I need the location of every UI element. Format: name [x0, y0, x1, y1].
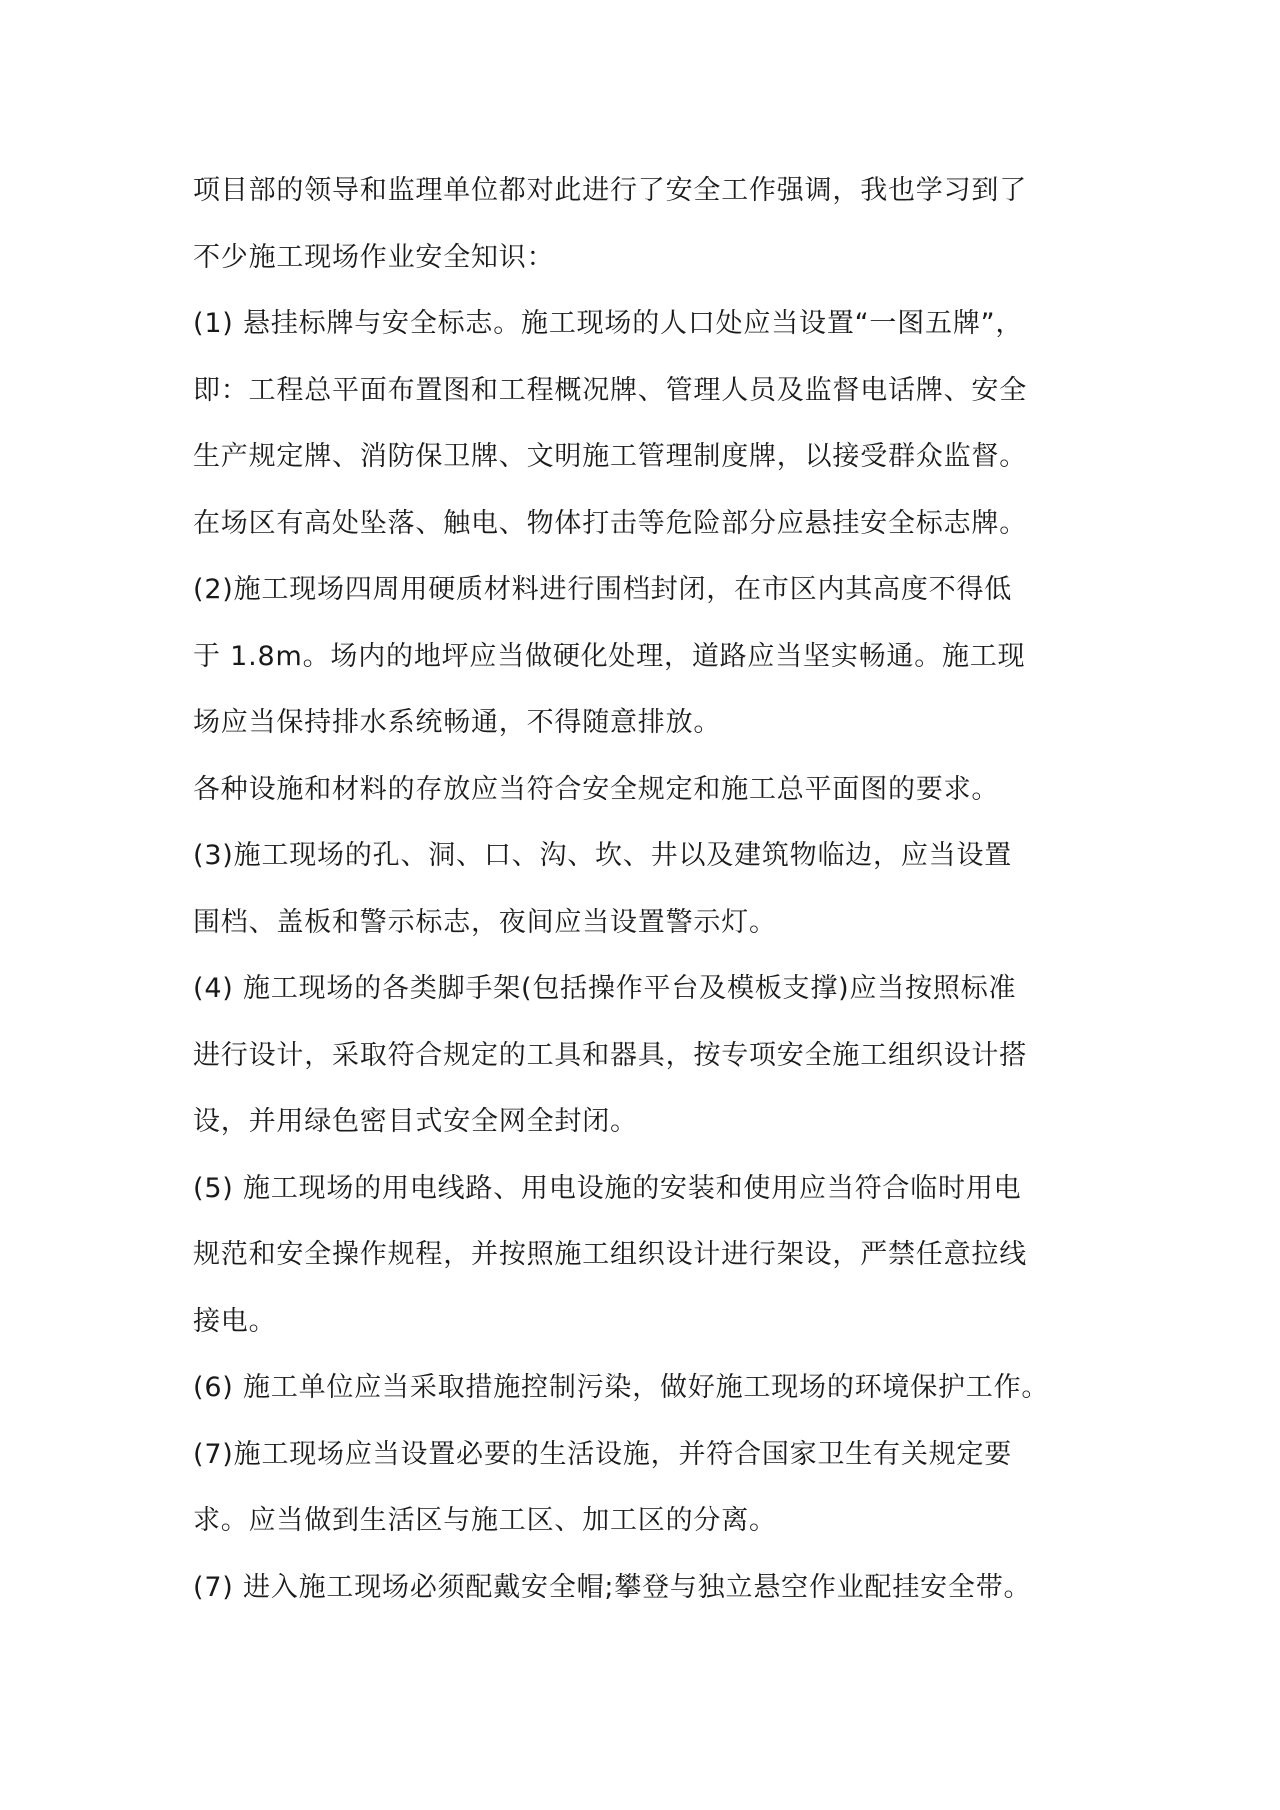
- text-line: (3)施工现场的孔、洞、口、沟、坎、井以及建筑物临边，应当设置: [193, 840, 1013, 871]
- text-line: 在场区有高处坠落、触电、物体打击等危险部分应悬挂安全标志牌。: [193, 507, 1027, 539]
- text-line: 不少施工现场作业安全知识：: [193, 241, 555, 273]
- text-line: (7)施工现场应当设置必要的生活设施，并符合国家卫生有关规定要: [193, 1438, 1013, 1470]
- text-line: 规范和安全操作规程，并按照施工组织设计进行架设，严禁任意拉线: [193, 1239, 1027, 1270]
- text-line: 接电。: [193, 1305, 277, 1337]
- text-line: (7) 进入施工现场必须配戴安全帽;攀登与独立悬空作业配挂安全带。: [193, 1571, 1032, 1603]
- text-line: 于 1.8m。场内的地坪应当做硬化处理，道路应当坚实畅通。施工现: [193, 640, 1026, 672]
- document-body: [193, 158, 1098, 1621]
- text-line: (2)施工现场四周用硬质材料进行围档封闭，在市区内其高度不得低: [193, 574, 1013, 605]
- text-line: (1) 悬挂标牌与安全标志。施工现场的人口处应当设置“一图五牌”，: [193, 308, 1024, 339]
- text-line: 进行设计，采取符合规定的工具和器具，按专项安全施工组织设计搭: [193, 1039, 1027, 1071]
- text-line: (4) 施工现场的各类脚手架(包括操作平台及模板支撑)应当按照标准: [193, 973, 1017, 1004]
- text-line: 求。应当做到生活区与施工区、加工区的分离。: [193, 1505, 777, 1536]
- text-line: 场应当保持排水系统畅通，不得随意排放。: [193, 707, 722, 738]
- text-line: (5) 施工现场的用电线路、用电设施的安装和使用应当符合临时用电: [193, 1172, 1022, 1204]
- text-line: 围档、盖板和警示标志，夜间应当设置警示灯。: [193, 906, 777, 938]
- text-line: 项目部的领导和监理单位都对此进行了安全工作强调，我也学习到了: [193, 175, 1027, 206]
- text-line: (6) 施工单位应当采取措施控制污染，做好施工现场的环境保护工作。: [193, 1372, 1050, 1403]
- text-line: 设，并用绿色密目式安全网全封闭。: [193, 1106, 638, 1137]
- text-line: 生产规定牌、消防保卫牌、文明施工管理制度牌，以接受群众监督。: [193, 441, 1027, 472]
- text-line: 各种设施和材料的存放应当符合安全规定和施工总平面图的要求。: [193, 773, 1000, 805]
- text-line: 即：工程总平面布置图和工程概况牌、管理人员及监督电话牌、安全: [193, 374, 1027, 406]
